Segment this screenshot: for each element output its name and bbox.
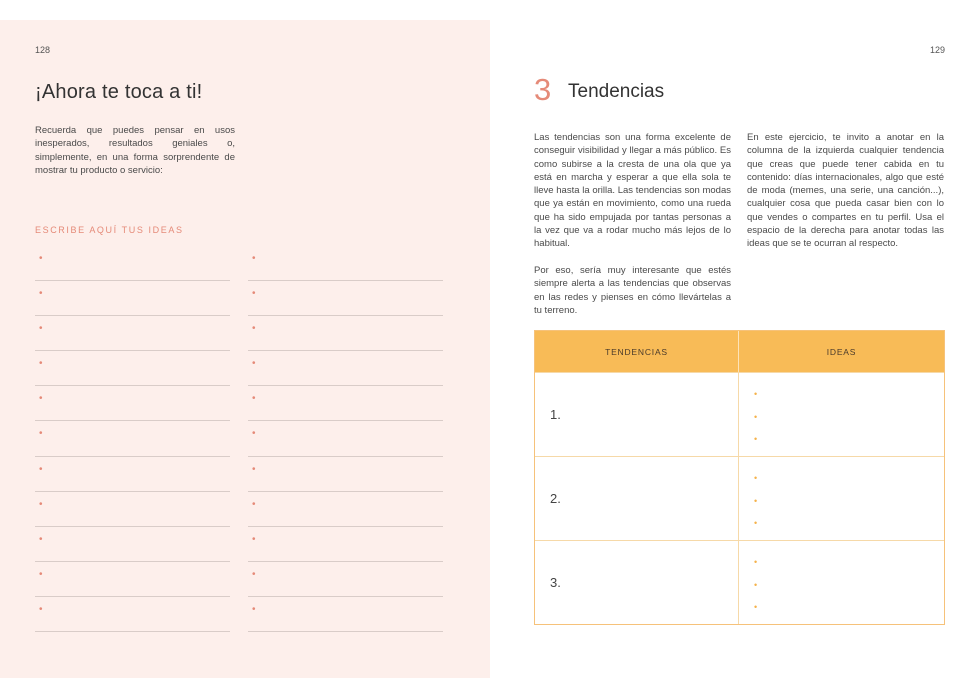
bullet-dot: • [754, 580, 758, 590]
bullet-dot: • [754, 389, 758, 399]
bullet-dot: • [252, 568, 256, 580]
text-column-right [747, 131, 944, 251]
bullet-dot: • [754, 412, 758, 422]
bullet-dot: • [754, 496, 758, 506]
paragraph: Por eso, sería muy interesante que estés siempre alerta a las tendencias que observas en las redes y pienses en cómo llevártelas a tu terreno. [534, 264, 731, 316]
idea-line[interactable] [35, 527, 230, 562]
paragraph: En este ejercicio, te invito a anotar en la columna de la izquierda cualquier tendencia que creas que puede tener cabida en tu contenido: días internacionales, algo que esté de moda (memes, una serie, una canción...), cualquier cosa que pueda casar bien con lo que vendes o compartes en tu perfil. Usa el espacio de la derecha para anotar todas las ideas que se te ocurran al respecto. [747, 132, 944, 250]
trends-table [534, 330, 945, 625]
idea-line[interactable] [248, 457, 443, 492]
idea-line[interactable] [35, 351, 230, 386]
idea-line[interactable] [35, 246, 230, 281]
bullet-dot: • [252, 463, 256, 475]
trend-cell[interactable]: 1. [535, 373, 739, 456]
bullet-dot: • [39, 568, 43, 580]
table-row [535, 372, 944, 456]
idea-line[interactable] [35, 316, 230, 351]
bullet-dot: • [39, 463, 43, 475]
right-page [490, 20, 980, 678]
bullet-dot: • [754, 518, 758, 528]
idea-line[interactable] [248, 492, 443, 527]
bullet-dot: • [252, 253, 256, 264]
idea-line[interactable] [35, 597, 230, 632]
idea-line[interactable] [248, 421, 443, 456]
idea-line[interactable] [35, 281, 230, 316]
idea-line[interactable] [35, 386, 230, 421]
bullet-dot: • [39, 393, 43, 405]
bullet-dot: • [39, 498, 43, 510]
ideas-label: ESCRIBE AQUÍ TUS IDEAS [35, 225, 184, 235]
idea-line[interactable] [35, 492, 230, 527]
bullet-dot: • [252, 358, 256, 370]
ideas-cell[interactable] [739, 541, 944, 624]
trend-cell[interactable]: 2. [535, 457, 739, 540]
bullet-dot: • [754, 557, 758, 567]
idea-line[interactable] [248, 527, 443, 562]
bullet-dot: • [39, 288, 43, 300]
page-number-left: 128 [35, 45, 51, 55]
left-page [0, 20, 490, 678]
bullet-dot: • [252, 288, 256, 300]
ideas-writing-lines [35, 246, 443, 632]
table-row [535, 456, 944, 540]
bullet-dot: • [39, 323, 43, 335]
bullet-dot: • [754, 602, 758, 612]
idea-line[interactable] [248, 562, 443, 597]
bullet-dot: • [39, 358, 43, 370]
bullet-dot: • [39, 533, 43, 545]
idea-line[interactable] [248, 597, 443, 632]
header-trends: TENDENCIAS [535, 331, 739, 372]
bullet-dot: • [252, 533, 256, 545]
table-header [535, 331, 944, 372]
trend-cell[interactable]: 3. [535, 541, 739, 624]
paragraph: Las tendencias son una forma excelente de conseguir visibilidad y llegar a más público. Es como subirse a la cresta de una ola que ya está en marcha y esperar a que ella sola te lleve hasta la orilla. Las tendencias son modas que ya están en movimiento, como una rueda que ha sido empujada por tantas personas a la vez que va a rodar mucho más lejos de lo habitual. [534, 132, 731, 250]
bullet-dot: • [39, 603, 43, 615]
idea-line[interactable] [248, 351, 443, 386]
idea-line[interactable] [248, 246, 443, 281]
ideas-cell[interactable] [739, 373, 944, 456]
ideas-cell[interactable] [739, 457, 944, 540]
bullet-dot: • [252, 323, 256, 335]
page-number-right: 129 [929, 45, 945, 55]
bullet-dot: • [754, 473, 758, 483]
page-title-left: ¡Ahora te toca a ti! [35, 81, 203, 103]
text-column-left [534, 131, 731, 317]
section-number: 3 [534, 72, 552, 107]
idea-line[interactable] [35, 457, 230, 492]
bullet-dot: • [39, 253, 43, 264]
table-body [535, 372, 944, 624]
table-row [535, 540, 944, 624]
section-title: Tendencias [568, 81, 665, 102]
bullet-dot: • [39, 428, 43, 440]
bullet-dot: • [252, 428, 256, 440]
idea-line[interactable] [248, 386, 443, 421]
idea-line[interactable] [35, 421, 230, 456]
idea-line[interactable] [248, 316, 443, 351]
bullet-dot: • [252, 498, 256, 510]
idea-line[interactable] [248, 281, 443, 316]
bullet-dot: • [252, 603, 256, 615]
idea-line[interactable] [35, 562, 230, 597]
bullet-dot: • [252, 393, 256, 405]
bullet-dot: • [754, 434, 758, 444]
intro-text: Recuerda que puedes pensar en usos inesperados, resultados geniales o, simplemente, en una forma sorprendente de mostrar tu producto o servicio: [35, 125, 235, 176]
header-ideas: IDEAS [826, 346, 857, 357]
